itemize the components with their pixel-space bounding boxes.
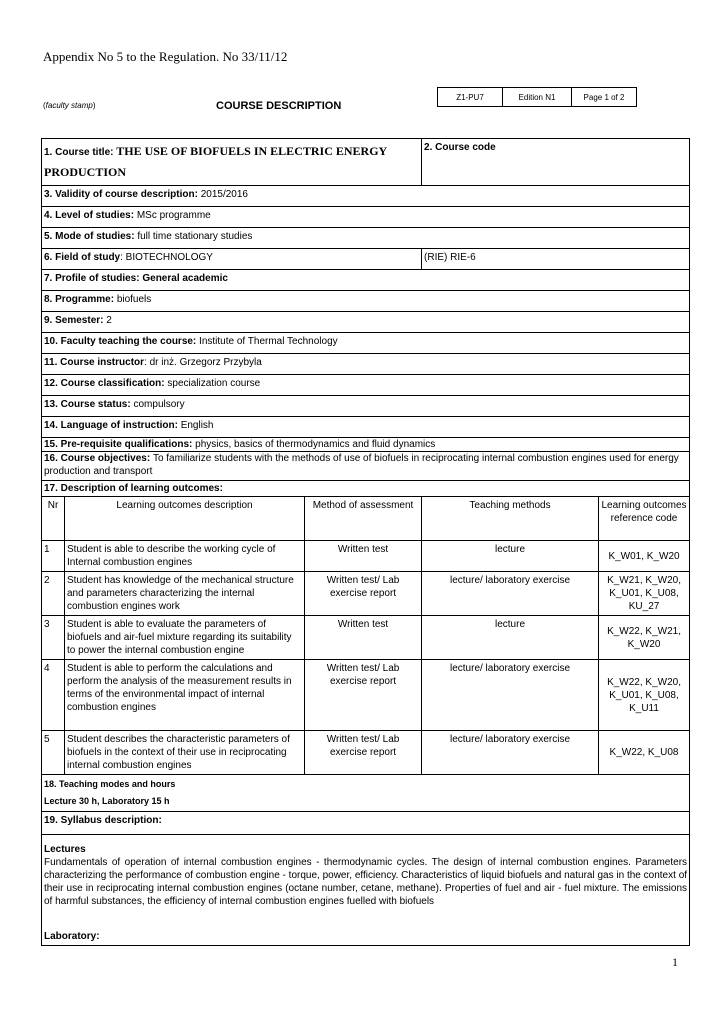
outcome-teaching: lecture/ laboratory exercise [422,731,599,775]
outcomes-header-nr: Nr [42,497,65,541]
objectives-row [42,452,690,481]
validity-value: 2015/2016 [200,189,248,200]
profile-row [42,270,690,291]
outcome-code: K_W21, K_W20, K_U01, K_U08, KU_27 [599,572,690,616]
outcomes-header-method: Method of assessment [305,497,422,541]
language-label: 14. Language of instruction: [44,420,181,431]
syllabus-lectures-label: Lectures [44,844,86,855]
table-row [42,572,690,616]
outcome-teaching: lecture/ laboratory exercise [422,572,599,616]
outcome-teaching: lecture [422,541,599,572]
programme-row [42,291,690,312]
outcome-assessment: Written test/ Lab exercise report [305,731,422,775]
instructor-label: 11. Course instructor [44,357,145,368]
outcome-nr: 4 [42,660,65,731]
prereq-label: 15. Pre-requisite qualifications: [44,439,196,450]
table-row [42,731,690,775]
course-title-value: THE USE OF BIOFUELS IN ELECTRIC ENERGY PRODUCTION [44,144,387,179]
outcome-description: Student is able to evaluate the parameters of biofuels and air-fuel mixture regarding its suitability to power the internal combustion engine [65,616,305,660]
syllabus-heading-row [42,812,690,835]
syllabus-label: 19. Syllabus description: [44,815,162,826]
programme-label: 8. Programme: [44,294,117,305]
instructor-row [42,354,690,375]
outcomes-header-row [42,497,690,541]
outcome-description: Student is able to perform the calculations and perform the analysis of the measurement results in terms of the environmental impact of internal combustion engines [65,660,305,731]
syllabus-lectures-text: Fundamentals of operation of internal combustion engines - thermodynamic cycles. The design of internal combustion engines. Parameters characterizing the performance of combustion engine - torque, power, efficiency. Characteristics of liquid biofuels and natural gas in the context of their use in reciprocating internal combustion engines (octane number, cetane, methane). Properties of fuel and air - fuel mixture. The emissions of harmful substances, the efficiency of internal combustion engines fuelled with biofuels [44,857,688,907]
outcomes-label: 17. Description of learning outcomes: [44,483,223,494]
document-edition: Edition N1 [503,88,572,107]
outcomes-heading-row [42,481,690,497]
outcome-assessment: Written test/ Lab exercise report [305,660,422,731]
field-label: 6. Field of study [44,252,121,263]
outcome-assessment: Written test [305,541,422,572]
level-label: 4. Level of studies: [44,210,137,221]
language-value: English [180,420,214,431]
prereq-row [42,438,690,452]
instructor-value: : dr inż. Grzegorz Przybyla [144,357,262,368]
course-title-label: 1. Course title: [44,147,117,158]
mode-value: full time stationary studies [137,231,253,242]
programme-value: biofuels [116,294,152,305]
faculty-row [42,333,690,354]
faculty-value: Institute of Thermal Technology [199,336,338,347]
course-description-table [41,138,690,946]
validity-row [42,186,690,207]
outcome-nr: 3 [42,616,65,660]
outcome-description: Student has knowledge of the mechanical structure and parameters characterizing the internal combustion engines work [65,572,305,616]
level-row [42,207,690,228]
document-code: Z1-PU7 [438,88,503,107]
teaching-modes-value: Lecture 30 h, Laboratory 15 h [44,796,170,806]
outcome-code: K_W22, K_W21, K_W20 [599,616,690,660]
teaching-modes-label: 18. Teaching modes and hours [44,779,176,789]
prereq-value: physics, basics of thermodynamics and fluid dynamics [195,439,436,450]
table-row [42,616,690,660]
status-row [42,396,690,417]
field-value: : BIOTECHNOLOGY [120,252,213,263]
mode-label: 5. Mode of studies: [44,231,138,242]
field-row [42,249,422,270]
page-number: 1 [672,955,678,969]
outcomes-header-desc: Learning outcomes description [65,497,305,541]
semester-label: 9. Semester: [44,315,107,326]
objectives-value: To familiarize students with the methods of use of biofuels in reciprocating internal combustion engines used for energy production and transport [44,453,679,477]
document-title: COURSE DESCRIPTION [216,100,342,112]
outcome-nr: 1 [42,541,65,572]
semester-row [42,312,690,333]
status-label: 13. Course status: [44,399,134,410]
outcome-teaching: lecture [422,616,599,660]
faculty-label: 10. Faculty teaching the course: [44,336,200,347]
outcome-code: K_W22, K_W20, K_U01, K_U08, K_U11 [599,660,690,731]
classification-label: 12. Course classification: [44,378,168,389]
outcome-code: K_W01, K_W20 [599,541,690,572]
outcome-assessment: Written test [305,616,422,660]
syllabus-content [42,835,690,946]
outcome-code: K_W22, K_U08 [599,731,690,775]
table-row [42,541,690,572]
outcome-description: Student is able to describe the working cycle of Internal combustion engines [65,541,305,572]
outcomes-header-teaching: Teaching methods [422,497,599,541]
validity-label: 3. Validity of course description: [44,189,201,200]
course-title-row [42,139,690,186]
course-code-label: 2. Course code [424,142,496,153]
level-value: MSc programme [136,210,211,221]
language-row [42,417,690,438]
faculty-stamp-text: faculty stamp [45,101,93,110]
outcome-teaching: lecture/ laboratory exercise [422,660,599,731]
outcome-assessment: Written test/ Lab exercise report [305,572,422,616]
table-row [42,660,690,731]
faculty-stamp-note: (faculty stamp) [43,101,96,110]
field-code: (RIE) RIE-6 [422,249,690,270]
appendix-note: Appendix No 5 to the Regulation. No 33/11/12 [43,49,288,64]
outcome-nr: 2 [42,572,65,616]
course-code-cell [422,139,690,186]
outcomes-header-code: Learning outcomes reference code [599,497,690,541]
objectives-label: 16. Course objectives: [44,453,153,464]
teaching-modes-row [42,775,690,812]
semester-value: 2 [106,315,112,326]
outcome-nr: 5 [42,731,65,775]
syllabus-laboratory-label: Laboratory: [44,931,100,942]
status-value: compulsory [133,399,185,410]
classification-row [42,375,690,396]
mode-row [42,228,690,249]
outcome-description: Student describes the characteristic parameters of biofuels in the context of their use in reciprocating internal combustion engines [65,731,305,775]
document-info-box [437,87,637,107]
document-page-of: Page 1 of 2 [572,88,637,107]
classification-value: specialization course [167,378,261,389]
profile-label: 7. Profile of studies: General academic [44,273,228,284]
course-title-cell [42,139,422,186]
